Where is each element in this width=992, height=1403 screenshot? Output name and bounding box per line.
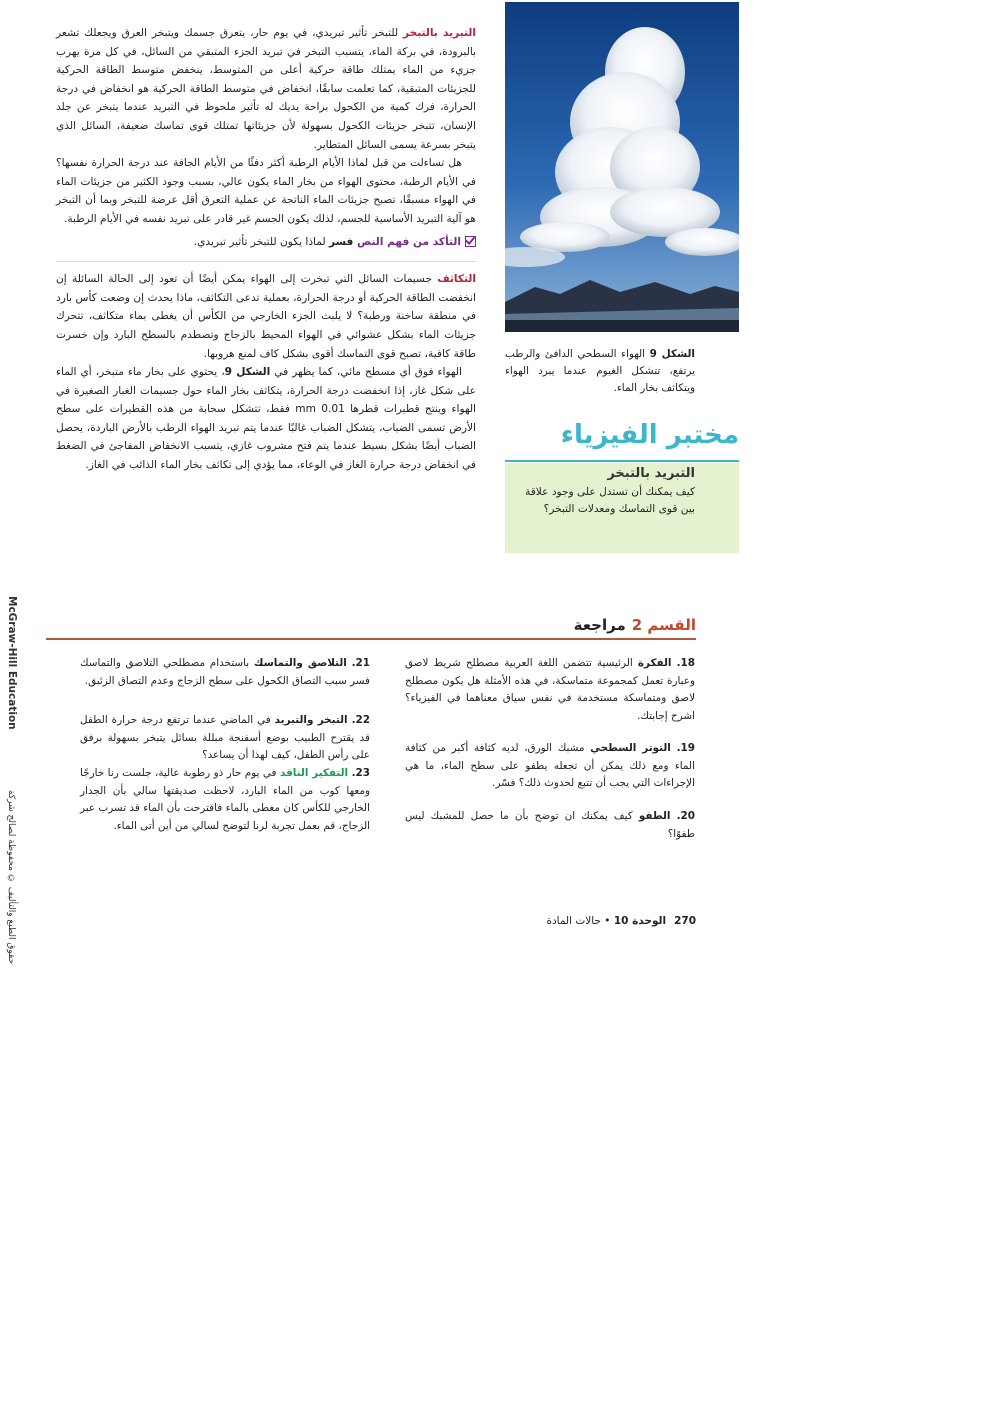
figure-reference: الشكل 9 [224,366,271,379]
page-number: 270 [674,915,696,927]
p1-body: للتبخر تأثير تبريدي، في يوم حار، يتعرق جسمك ويتبخر العرق ويجعلك تشعر بالبرودة، في بركة الماء، يتسبب التبخر في تبريد الجزء المتبقي من السائل، في كل مرة يهرب جزيء من الماء يمتلك طاقة حركية أعلى من المتوسط، ينخفض متوسط الطاقة الحركية للجزيئات المتبقية، كما تعلمت سابقًا، انخفاض في متوسط الطاقة الحركية هو انخفاض في درجة الحرارة، فرك كمية من الكحول براحة يديك له تأثير ملحوظ في التبريد عندما يتبخر عن جلد الإنسان، تتبخر جزيئات الكحول بسهولة لأن جزيئاتها تمتلك قوى تماسك ضعيفة، السائل الذي يتبخر بسرعة يسمى السائل المتطاير. [56,27,476,151]
section-divider [56,261,476,262]
review-question-21: 21. التلاصق والتماسك باستخدام مصطلحي التلاصق والتماسك فسر سبب التصاق الكحول على سطح الزجاج وعدم التصاق الزئبق. [80,657,371,687]
term-condensation: التكاثف [437,273,476,286]
review-question-19: 19. التوتر السطحي مشبك الورق، لديه كثافة أكبر من كثافة الماء ومع ذلك يمكن أن تجعله يطفو على سطح الماء، ما هي الإجراءات التي يجب أن تتبع لحدوث ذلك؟ فسّر. [405,742,695,789]
reading-check-verb: فسر [329,235,358,248]
review-section-label: القسم 2 [631,616,696,634]
term-evaporative-cooling: التبريد بالتبخر [403,27,476,39]
paragraph-condensation [56,270,476,363]
paragraph-evaporative-cooling [56,24,476,154]
paragraph-fog [56,363,476,475]
p2-body: هل تساءلت من قبل لماذا الأيام الرطبة أكثر دفئًا من الأيام الجافة عند درجة الحرارة نفسها؟ في الأيام الرطبة، محتوى الهواء من بخار الماء يكون عالي، بسبب وجود الكثير من جزيئات الماء في الهواء مسبقًا، تصبح جزيئات الماء الناتجة عن عملية التعرق أقل عرضة للتبخر وبما أن التبخر هو آلية التبريد الأساسية للجسم، لذلك يكون الجسم غير قادر على تبريد نفسه في الأيام الرطبة. [56,157,476,225]
p4-body-a: الهواء فوق أي مسطح مائي، كما يظهر في [270,366,462,379]
cloud-photo [505,2,739,332]
p3-body: جسيمات السائل التي تبخرت إلى الهواء يمكن أيضًا أن تعود إلى الحالة السائلة إن انخفضت الطاقة الحركية أو درجة الحرارة، بعملية تدعى التكاثف، ماذا يحدث إن وضعت كأس بارد في منطقة ساخنة ورطبة؟ لا يلبث الجزء الخارجي من الكأس أن يغطى بماء متكاثف، تتحرك جزيئات الماء بشكل عشوائي في الهواء المحيط بالزجاج وتصطدم بالسطح البارد وإن خسرت طاقة كافية، تصبح قوى التماسك أقوى بشكل كاف لمنع هروبها. [56,273,476,360]
review-rule [46,638,696,640]
paragraph-humid-days [56,154,476,228]
checkbox-icon [465,236,476,247]
chapter-label: حالات المادة [546,915,601,927]
review-heading [520,616,696,634]
page-footer [520,915,696,927]
footer-bullet: • [600,915,614,927]
figure-caption [505,346,695,397]
lab-subtitle: التبريد بالتبخر [607,466,695,481]
caption-text: الهواء السطحي الدافئ والرطب يرتفع، تتشكل الغيوم عندما يبرد الهواء ويتكاثف بخار الماء. [505,348,695,394]
reading-check-text: لماذا يكون للتبخر تأثير تبريدي. [193,235,330,248]
review-word: مراجعة [573,616,626,634]
lab-question: كيف يمكنك أن تستدل على وجود علاقة بين قوى التماسك ومعدلات التبخر؟ [525,486,695,515]
lab-title: مختبر الفيزياء [560,420,739,450]
lab-title-rule [505,460,739,462]
p4-body-b: ، يحتوي على بخار ماء متبخر، أي الماء على شكل غاز، إذا انخفضت درجة الحرارة، يتكاثف بخار الماء حول جسيمات الغبار الصغيرة في الهواء وينتج قطيرات قطرها 0.01 mm فقط، تتشكل سحابة من هذه القطيرات على سطح الأرض تسمى الضباب، يتشكل الضباب غالبًا عندما يتم تبريد الهواء الرطب بالأرض الباردة، يحصل الضباب أيضًا بشكل بسيط عندما يتم فتح مشروب غازي، يتسبب الانخفاض المفاجئ في الضغط في انخفاض درجة حرارة الغاز في الوعاء، مما يؤدي إلى تكاثف بخار الماء الذائب في الغاز. [56,366,476,472]
unit-label: الوحدة 10 [613,915,667,927]
review-question-18: 18. الفكرة الرئيسية تتضمن اللغة العربية مصطلح شريط لاصق وعبارة تعمل كمجموعة متماسكة، في هذه الأمثلة هل يكون مصطلح لاصق ومتماسكة مستخدمة في نفس سياق معناهما في الفيزياء؟ اشرح إجابتك. [405,657,695,722]
publisher-credit: McGraw-Hill Education [6,596,18,730]
reading-check-label: التأكد من فهم النص [357,235,461,248]
main-text-column [56,24,476,475]
review-question-22: 22. التبخر والتبريد في الماضي عندما ترتفع درجة حرارة الطفل قد يقترح الطبيب بوضع أسفنجة مبللة بسائل يتبخر بسهولة برفق على رأس الطفل، كيف لهذا أن يساعد؟ [80,714,370,761]
review-question-20: 20. الطفو كيف يمكنك ان توضح بأن ما حصل للمشبك ليس طفوًا؟ [405,810,695,840]
rights-credit: حقوق الطبع والتأليف © محفوظة لصالح شركة [6,790,16,965]
caption-label: الشكل 9 [649,348,695,360]
review-question-23: 23. التفكير الناقد في يوم حار ذو رطوبة عالية، جلست رنا خارجًا ومعها كوب من الماء البارد، لاحظت صديقتها سالي بأن الجدار الخارجي للكأس كان مغطى بالماء فاقترحت بأن الماء قد تسرب عبر الزجاج، قم بعمل تجربة لرنا لتوضح لسالي من أين أتى الماء. [80,767,370,832]
reading-check [56,233,476,252]
